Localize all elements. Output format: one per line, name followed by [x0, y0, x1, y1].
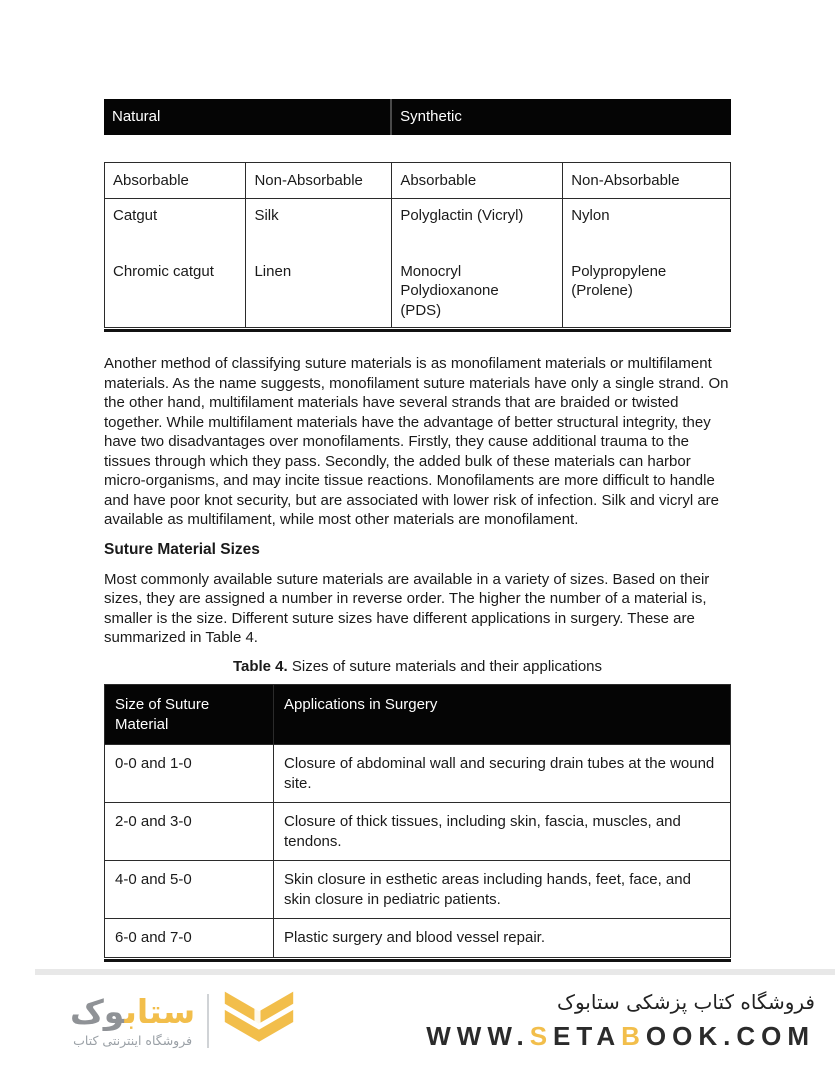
- caption-label: Table 4.: [232, 657, 288, 675]
- material-name: Polyglactin (Vicryl): [400, 207, 524, 224]
- brand-name: [70, 991, 196, 1031]
- url-segment: ETA: [553, 1021, 622, 1052]
- classification-synthetic-header: Synthetic: [391, 99, 731, 135]
- material-name: Silk: [254, 207, 279, 224]
- material-name: Chromic catgut: [113, 262, 214, 280]
- url-segment: OOK.COM: [645, 1021, 815, 1052]
- application-cell: Closure of thick tissues, including skin, fascia, muscles, and tendons.: [274, 803, 731, 861]
- chevron-emblem-icon: [221, 989, 297, 1054]
- paragraph-sizes: Most commonly available suture materials are available in a variety of sizes. Based on their sizes, they are assigned a number in reverse order. The higher the number of a material is, smaller is the size. Different suture sizes have different applications in surgery. These are summarized in Table 4.: [104, 570, 710, 647]
- application-cell: Skin closure in esthetic areas including hands, feet, face, and skin closure in pediatric patients.: [274, 861, 731, 919]
- table-caption: [104, 657, 731, 677]
- section-heading: Suture Material Sizes: [104, 540, 260, 558]
- table-row: [104, 99, 731, 135]
- footer-separator: [35, 969, 835, 975]
- brand-subtitle: فروشگاه اینترنتی کتاب: [73, 1033, 193, 1049]
- store-title: فروشگاه کتاب پزشکی ستابوک: [557, 990, 815, 1015]
- site-url: [426, 1021, 815, 1052]
- material-name: Linen: [254, 262, 292, 280]
- size-cell: 0-0 and 1-0: [105, 745, 274, 803]
- table-bottom-rule: [104, 959, 731, 962]
- natural-nonabsorbable-cell: [246, 199, 392, 328]
- material-name: (Prolene): [571, 282, 633, 299]
- material-name: (PDS): [400, 301, 442, 319]
- url-segment: B: [621, 1021, 646, 1052]
- suture-materials-table: [104, 162, 731, 329]
- setabook-logo: [70, 989, 297, 1054]
- classification-natural-header: Natural: [112, 108, 161, 125]
- synthetic-absorbable-cell: [392, 199, 563, 328]
- synthetic-nonabsorbable-cell: [563, 199, 731, 328]
- table-row: [105, 745, 731, 803]
- size-cell: 2-0 and 3-0: [105, 803, 274, 861]
- size-column-header: Size of Suture Material: [105, 685, 274, 745]
- url-segment: S: [529, 1021, 554, 1052]
- table-row: [105, 803, 731, 861]
- table-bottom-rule: [104, 329, 731, 332]
- table-row: [105, 861, 731, 919]
- material-name: Monocryl: [400, 262, 462, 280]
- brand-wordmark: [70, 991, 196, 1049]
- material-name: Nylon: [571, 207, 610, 224]
- table-row: [105, 919, 731, 958]
- size-cell: 6-0 and 7-0: [105, 919, 274, 958]
- natural-absorbable-cell: [105, 199, 246, 328]
- column-header: Absorbable: [392, 162, 563, 199]
- material-name: Polydioxanone: [400, 282, 499, 299]
- column-header: Absorbable: [105, 162, 246, 199]
- url-segment: WWW.: [426, 1021, 530, 1052]
- table-header-row: [105, 685, 731, 745]
- caption-text: Sizes of suture materials and their applications: [287, 657, 603, 675]
- applications-column-header: Applications in Surgery: [274, 685, 731, 745]
- material-name: Catgut: [113, 207, 158, 224]
- brand-name-gray: وک: [70, 991, 125, 1031]
- application-cell: Closure of abdominal wall and securing drain tubes at the wound site.: [274, 745, 731, 803]
- size-cell: 4-0 and 5-0: [105, 861, 274, 919]
- document-page: [104, 0, 731, 962]
- column-header: Non-Absorbable: [563, 162, 731, 199]
- application-cell: Plastic surgery and blood vessel repair.: [274, 919, 731, 958]
- paragraph-monofilament: Another method of classifying suture materials is as monofilament materials or multifilament materials. As the name suggests, monofilament suture materials have only a single strand. On the other hand, multifilament materials have several strands that are braided or twisted together. While multifilament materials have the advantage of better structural integrity, they have two disadvantages over monofilaments. Firstly, they cause additional trauma to the tissues through which they pass. Secondly, the added bulk of these materials can harbor micro-organisms, and may incite tissue reactions. Monofilaments are more difficult to handle and have poor knot security, but are associated with lower risk of infection. Silk and vicryl are available as multifilament, while most other materials are monofilament.: [104, 355, 729, 528]
- column-header: Non-Absorbable: [246, 162, 392, 199]
- store-info: [426, 990, 815, 1052]
- classification-table: [104, 99, 731, 135]
- table-row: [105, 199, 731, 328]
- suture-sizes-table: [104, 684, 731, 958]
- setabook-footer: [0, 989, 835, 1054]
- brand-name-yellow: ستاب: [124, 991, 196, 1031]
- table-header-row: [105, 162, 731, 199]
- material-name: Polypropylene: [571, 262, 667, 280]
- logo-divider: [207, 994, 209, 1048]
